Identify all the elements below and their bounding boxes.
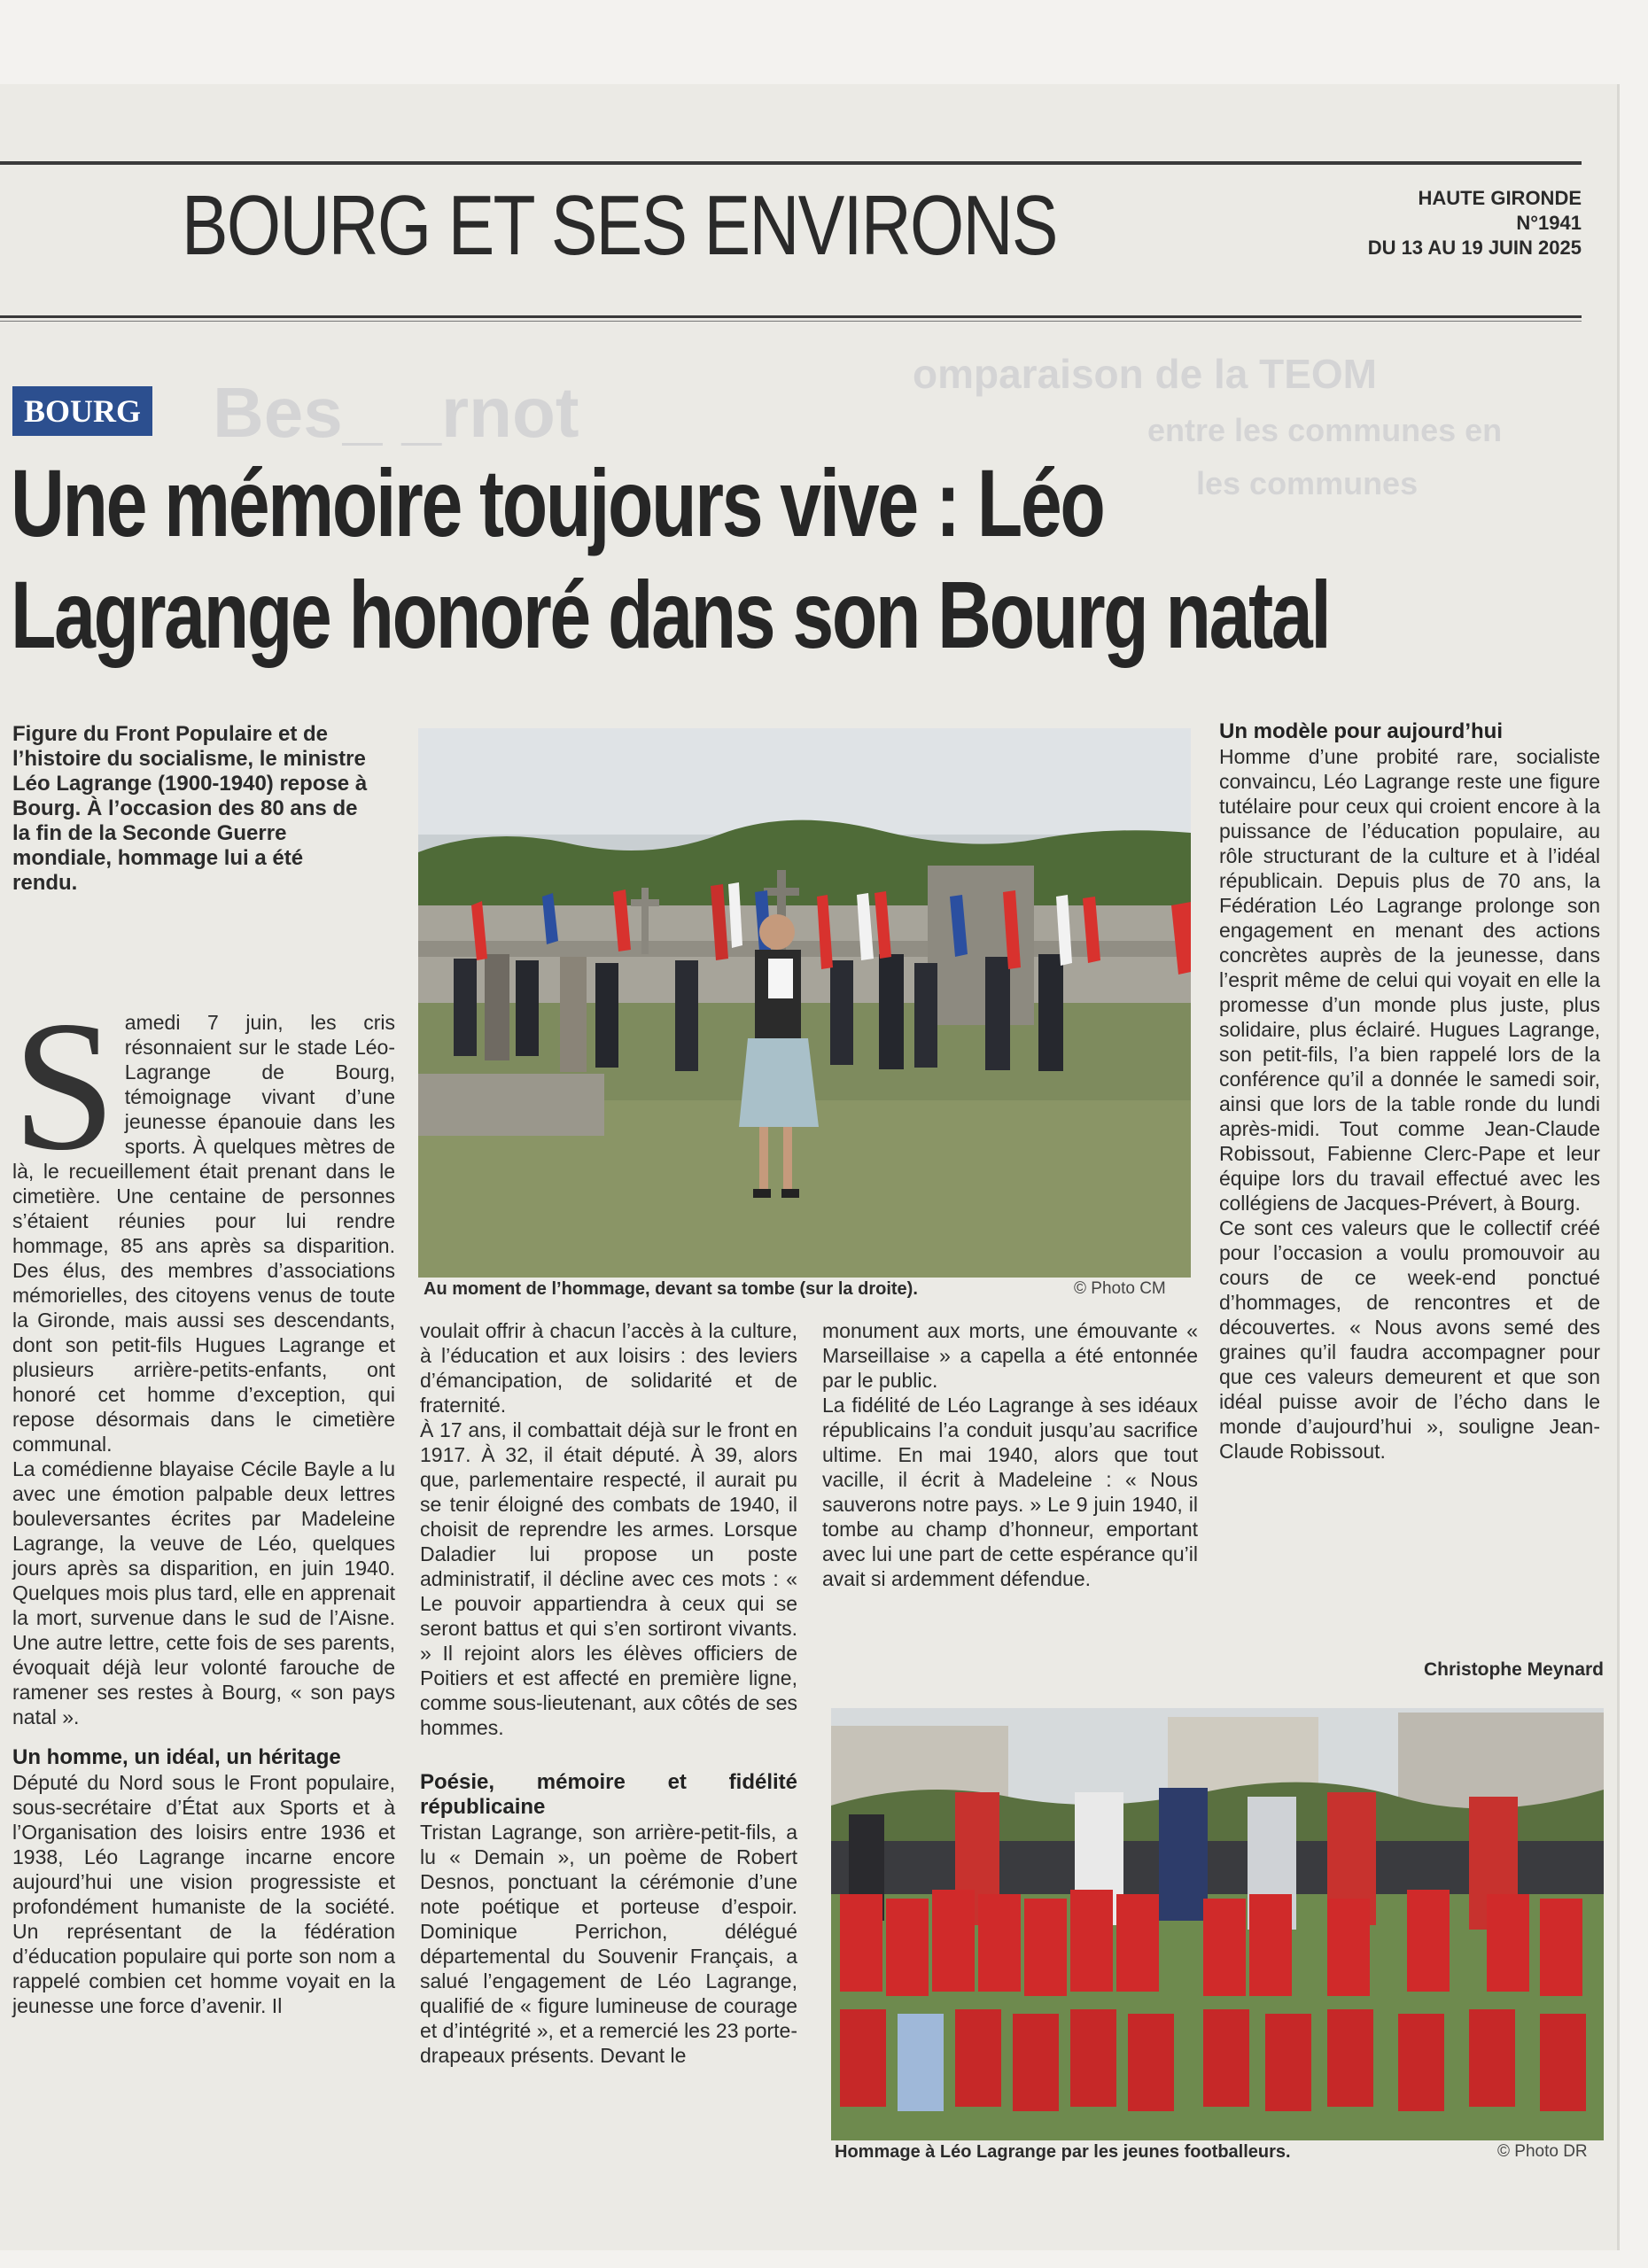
article-lead: Figure du Front Populaire et de l’histoire du socialisme, le ministre Léo Lagrange (1900-1940) repose à Bourg. À l’occasion des 80 ans de la fin de la Seconde Guerre mondiale, hommage lui a été rendu.	[12, 722, 368, 895]
footballers-photo-caption: Hommage à Léo Lagrange par les jeunes footballeurs.	[835, 2142, 1291, 2162]
headline	[11, 447, 1586, 671]
subhead-modele: Un modèle pour aujourd’hui	[1219, 719, 1503, 743]
article-column-1	[12, 983, 395, 2018]
paragraph: La fidélité de Léo Lagrange à ses idéaux républicains l’a conduit jusqu’au sacrifice ultime. En mai 1940, alors que tout vacille, il écrit à Madeleine : « Nous sauverons notre pays. » Le 9 juin 1940, il tombe au champ d’honneur, emportant avec lui une part de cette espérance qu’il avait si ardemment défendue.	[822, 1394, 1198, 1590]
ceremony-photo-caption: Au moment de l’hommage, devant sa tombe (sur la droite).	[424, 1279, 918, 1299]
header-rule-top	[0, 161, 1582, 165]
newspaper-name: HAUTE GIRONDE	[1418, 187, 1582, 209]
article-column-4	[1219, 719, 1600, 1464]
section-title: BOURG ET SES ENVIRONS	[182, 178, 1057, 273]
show-through-text: omparaison de la TEOM	[913, 351, 1377, 397]
paragraph: Tristan Lagrange, son arrière-petit-fils, a lu « Demain », un poème de Robert Desnos, ponctuant la cérémonie d’une note poétique et porteuse d’espoir. Dominique Perrichon, délégué départemental du Souvenir Français, a salué l’engagement de Léo Lagrange, qualifié de « figure lumineuse de courage et d’intégrité », et a remercié les 23 porte-drapeaux présents. Devant le	[420, 1821, 797, 2067]
ceremony-photo	[418, 728, 1191, 1278]
issue-dates: DU 13 AU 19 JUIN 2025	[1367, 237, 1582, 259]
headline-line-1: Une mémoire toujours vive : Léo	[11, 449, 1104, 556]
footballers-photo	[831, 1708, 1604, 2140]
section-tag: BOURG	[12, 386, 152, 436]
paragraph: Député du Nord sous le Front populaire, sous-secrétaire d’État aux Sports et à l’Organisation des loisirs entre 1936 et 1938, Léo Lagrange incarne encore aujourd’hui une vision progressiste et profondément humaniste de la société. Un représentant de la fédération d’éducation populaire qui porte son nom a rappelé combien cet homme voyait en la jeunesse une force d’avenir. Il	[12, 1771, 395, 2017]
issue-number: N°1941	[1516, 212, 1582, 234]
paragraph: La comédienne blayaise Cécile Bayle a lu avec une émotion palpable deux lettres bouleversantes écrites par Madeleine Lagrange, la veuve de Léo, quelques jours après sa disparition, en juin 1940. Quelques mois plus tard, elle en apprenait la mort, survenue dans le sud de l’Aisne. Une autre lettre, cette fois de ses parents, évoquait déjà leur volonté farouche de ramener ses restes à Bourg, « son pays natal ».	[12, 1457, 395, 1728]
article-column-2	[420, 1318, 797, 2068]
subhead-poesie: Poésie, mémoire et fidélité républicaine	[420, 1770, 797, 1819]
ceremony-photo-image	[418, 728, 1191, 1278]
paragraph: voulait offrir à chacun l’accès à la culture, à l’éducation et aux loisirs : des leviers d’émancipation, de solidarité et de fraternité.	[420, 1319, 797, 1417]
show-through-text: entre les communes en	[1147, 412, 1503, 448]
paragraph: À 17 ans, il combattait déjà sur le front en 1917. À 32, il était député. À 39, alors que, parlementaire respecté, il aurait pu se tenir éloigné des combats de 1940, il choisit de reprendre les armes. Lorsque Daladier lui propose un poste administratif, il décline avec ces mots : « Le pouvoir appartiendra à ceux qui se seront battus et qui s’en sortiront vivants. » Il rejoint alors les élèves officiers de Poitiers et est affecté en première ligne, comme sous-lieutenant, aux côtés de ses hommes.	[420, 1418, 797, 1739]
drop-cap: S	[12, 983, 116, 1189]
article-column-3	[822, 1318, 1198, 1591]
paragraph: Ce sont ces valeurs que le collectif créé pour l’occasion a voulu promouvoir au cours de ce week-end ponctué d’hommages, de rencontres et de découvertes. « Nous avons semé des graines qu’il faudra accompagner pour que ces valeurs demeurent et que son idéal puisse avoir de l’écho dans le monde d’aujourd’hui », souligne Jean-Claude Robissout.	[1219, 1216, 1600, 1463]
paragraph: monument aux morts, une émouvante « Marseillaise » a capella a été entonnée par le public.	[822, 1319, 1198, 1392]
headline-line-2: Lagrange honoré dans son Bourg natal	[11, 561, 1330, 668]
paragraph: Samedi 7 juin, les cris résonnaient sur le stade Léo-Lagrange de Bourg, témoignage vivant d’une jeunesse épanouie dans les sports. À quelques mètres de là, le recueillement était prenant dans le cimetière. Une centaine de personnes s’étaient réunies pour lui rendre hommage, 85 ans après sa disparition. Des élus, des membres d’associations mémorielles, des citoyens venus de toute la Gironde, mais aussi ses descendants, dont son petit-fils Hugues Lagrange et plusieurs arrière-petits-enfants, ont honoré cet homme d’exception, qui repose désormais dans le cimetière communal.	[12, 983, 395, 1456]
show-through-text: Bes_ _rnot	[213, 373, 579, 452]
header-rule-bottom	[0, 315, 1582, 318]
header-rule-thin	[0, 321, 1582, 322]
footballers-photo-credit: © Photo DR	[1497, 2142, 1588, 2161]
masthead	[1368, 186, 1582, 260]
show-through-text: les communes	[1196, 465, 1419, 501]
footballers-photo-image	[831, 1708, 1604, 2140]
ceremony-photo-credit: © Photo CM	[1074, 1279, 1166, 1298]
subhead-homme-ideal: Un homme, un idéal, un héritage	[12, 1745, 341, 1769]
paragraph: Homme d’une probité rare, socialiste convaincu, Léo Lagrange reste une figure tutélaire pour ceux qui croient encore à la puissance de l’éducation populaire, au rôle structurant de la culture et à l’idéal républicain. Depuis plus de 70 ans, la Fédération Léo Lagrange prolonge son engagement en menant des actions concrètes auprès de la jeunesse, dans l’esprit même de celui qui voyait en elle la promesse d’un monde plus juste, plus solidaire, plus éclairé. Hugues Lagrange, son petit-fils, l’a bien rappelé lors de la conférence qu’il a donnée le samedi soir, ainsi que lors de la table ronde du lundi après-midi. Tout comme Jean-Claude Robissout, Fabienne Clerc-Pape et leur équipe lors du travail effectué avec les collégiens de Jacques-Prévert, à Bourg.	[1219, 745, 1600, 1215]
author-byline: Christophe Meynard	[1423, 1659, 1604, 1680]
